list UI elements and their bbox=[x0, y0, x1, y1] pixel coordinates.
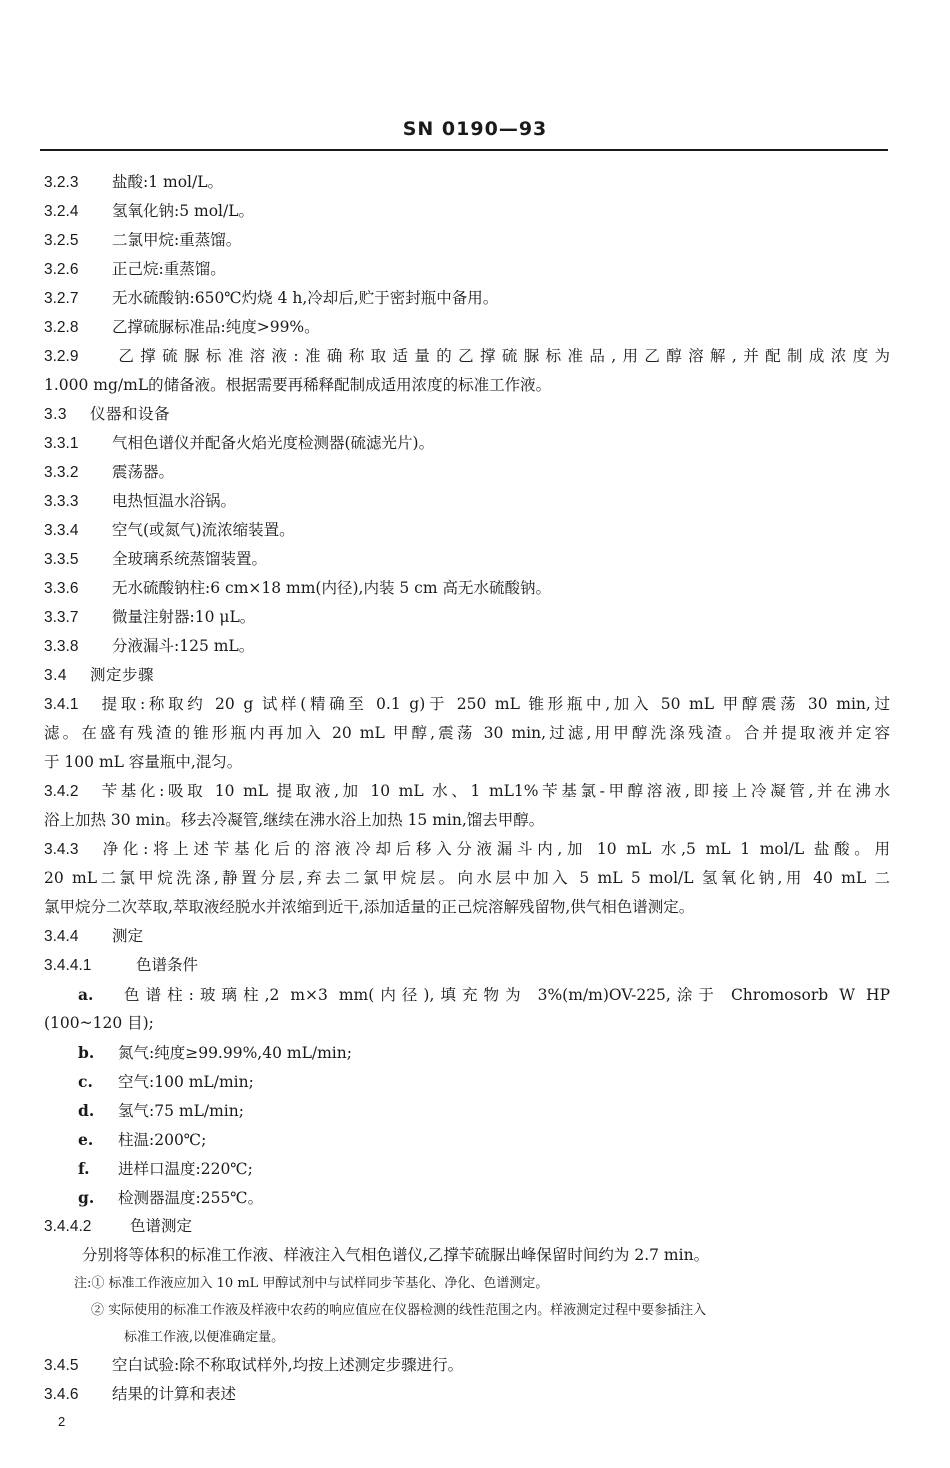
paragraph-line bbox=[44, 835, 890, 864]
condition-letter: e. bbox=[78, 1130, 94, 1149]
note-1: 注:① 标准工作液应加入 10 mL 甲醇试剂中与试样同步苄基化、净化、色谱测定。 bbox=[74, 1276, 549, 1291]
section-text: 空气(或氮气)流浓缩装置。 bbox=[112, 521, 295, 539]
section-3-3-3 bbox=[44, 487, 890, 516]
condition-text: 检测器温度:255℃。 bbox=[118, 1189, 264, 1207]
paragraph-line bbox=[44, 342, 890, 371]
condition-letter: g. bbox=[78, 1188, 95, 1207]
condition-e bbox=[44, 1125, 890, 1154]
section-number: 3.2.9 bbox=[44, 348, 79, 365]
section-3-4-2 bbox=[44, 777, 890, 835]
condition-text: 氮气:纯度≥99.99%,40 mL/min; bbox=[118, 1044, 352, 1062]
section-3-4-5 bbox=[44, 1351, 890, 1380]
section-number: 3.2.5 bbox=[44, 232, 79, 249]
section-heading: 测定 bbox=[112, 927, 144, 945]
condition-letter: a. bbox=[78, 985, 94, 1004]
note-2-line-1: ② 实际使用的标准工作液及样液中农药的响应值应在仪器检测的线性范围之内。样液测定过程中要参插注入 bbox=[91, 1303, 707, 1318]
section-3-4-4 bbox=[44, 922, 890, 951]
section-3-3-heading bbox=[44, 400, 890, 429]
paragraph-line: 氯甲烷分二次萃取,萃取液经脱水并浓缩到近干,添加适量的正己烷溶解残留物,供气相色谱测定。 bbox=[44, 898, 695, 916]
section-number: 3.2.7 bbox=[44, 290, 79, 307]
header-rule bbox=[40, 149, 888, 151]
section-text: 乙撑硫脲标准品:纯度>99%。 bbox=[112, 318, 320, 336]
section-number: 3.4.6 bbox=[44, 1386, 79, 1403]
section-3-2-7 bbox=[44, 284, 890, 313]
section-heading: 测定步骤 bbox=[90, 666, 155, 684]
section-text: 正己烷:重蒸馏。 bbox=[112, 260, 226, 278]
section-3-3-8 bbox=[44, 632, 890, 661]
condition-letter: c. bbox=[78, 1072, 93, 1091]
section-number: 3.3.2 bbox=[44, 464, 79, 481]
section-number: 3.2.6 bbox=[44, 261, 79, 278]
condition-line: (100~120 目); bbox=[44, 1014, 154, 1032]
section-number: 3.3.1 bbox=[44, 435, 79, 452]
section-text: 微量注射器:10 μL。 bbox=[112, 608, 256, 626]
section-number: 3.4.2 bbox=[44, 783, 79, 800]
condition-text: 进样口温度:220℃; bbox=[118, 1160, 253, 1178]
condition-b bbox=[44, 1038, 890, 1067]
section-number: 3.4.4.1 bbox=[44, 957, 92, 974]
paragraph-text: 苄基化:吸取 10 mL 提取液,加 10 mL 水、1 mL1%苄基氯-甲醇溶液,即接上冷凝管,并在沸水 bbox=[98, 782, 890, 800]
paragraph-line: 于 100 mL 容量瓶中,混匀。 bbox=[44, 753, 243, 771]
section-number: 3.2.8 bbox=[44, 319, 79, 336]
section-heading: 结果的计算和表述 bbox=[112, 1385, 237, 1403]
section-3-2-6 bbox=[44, 255, 890, 284]
section-3-4-3 bbox=[44, 835, 890, 922]
section-number: 3.4.4 bbox=[44, 928, 79, 945]
condition-a bbox=[44, 980, 890, 1038]
paragraph-line: 浴上加热 30 min。移去冷凝管,继续在沸水浴上加热 15 min,馏去甲醇。 bbox=[44, 811, 545, 829]
note-2-line-2: 标准工作液,以便准确定量。 bbox=[124, 1330, 285, 1345]
section-text: 氢氧化钠:5 mol/L。 bbox=[112, 202, 255, 220]
section-number: 3.2.4 bbox=[44, 203, 79, 220]
paragraph-text: 净化:将上述苄基化后的溶液冷却后移入分液漏斗内,加 10 mL 水,5 mL 1 mol/L 盐酸。用 bbox=[98, 840, 890, 858]
section-text: 空白试验:除不称取试样外,均按上述测定步骤进行。 bbox=[112, 1356, 464, 1374]
condition-c bbox=[44, 1067, 890, 1096]
section-3-3-7 bbox=[44, 603, 890, 632]
paragraph-line: 滤。在盛有残渣的锥形瓶内再加入 20 mL 甲醇,震荡 30 min,过滤,用甲醇洗涤残渣。合并提取液并定容 bbox=[44, 724, 890, 742]
section-3-2-9 bbox=[44, 342, 890, 400]
section-3-2-5 bbox=[44, 226, 890, 255]
section-text: 全玻璃系统蒸馏装置。 bbox=[112, 550, 268, 568]
section-number: 3.4.5 bbox=[44, 1357, 79, 1374]
section-number: 3.4 bbox=[44, 667, 68, 684]
section-text: 电热恒温水浴锅。 bbox=[112, 492, 237, 510]
section-number: 3.3.5 bbox=[44, 551, 79, 568]
section-number: 3.4.4.2 bbox=[44, 1218, 92, 1235]
section-heading: 仪器和设备 bbox=[90, 405, 171, 423]
paragraph-line bbox=[44, 777, 890, 806]
section-number: 3.2.3 bbox=[44, 174, 79, 191]
section-number: 3.3.3 bbox=[44, 493, 79, 510]
section-3-4-heading bbox=[44, 661, 890, 690]
paragraph-text: 乙撑硫脲标准溶液:准确称取适量的乙撑硫脲标准品,用乙醇溶解,并配制成浓度为 bbox=[112, 347, 890, 365]
condition-letter: f. bbox=[78, 1159, 90, 1178]
section-3-3-2 bbox=[44, 458, 890, 487]
condition-d bbox=[44, 1096, 890, 1125]
paragraph-text: 提取:称取约 20 g 试样(精确至 0.1 g)于 250 mL 锥形瓶中,加入 50 mL 甲醇震荡 30 min,过 bbox=[98, 695, 890, 713]
section-text: 气相色谱仪并配备火焰光度检测器(硫滤光片)。 bbox=[112, 434, 435, 452]
condition-letter: d. bbox=[78, 1101, 95, 1120]
section-3-2-4 bbox=[44, 197, 890, 226]
section-number: 3.3.4 bbox=[44, 522, 79, 539]
paragraph-line: 20 mL二氯甲烷洗涤,静置分层,弃去二氯甲烷层。向水层中加入 5 mL 5 mol/L 氢氧化钠,用 40 mL 二 bbox=[44, 869, 890, 887]
section-3-2-3 bbox=[44, 168, 890, 197]
section-3-3-6 bbox=[44, 574, 890, 603]
section-3-3-4 bbox=[44, 516, 890, 545]
section-number: 3.3.6 bbox=[44, 580, 79, 597]
condition-text: 色谱柱:玻璃柱,2 m×3 mm(内径),填充物为 3%(m/m)OV-225,涂于 Chromosorb W HP bbox=[118, 986, 890, 1004]
section-text: 无水硫酸钠柱:6 cm×18 mm(内径),内装 5 cm 高无水硫酸钠。 bbox=[112, 579, 551, 597]
section-heading: 色谱测定 bbox=[130, 1217, 193, 1235]
chromatography-paragraph: 分别将等体积的标准工作液、样液注入气相色谱仪,乙撑苄硫脲出峰保留时间约为 2.7 min。 bbox=[82, 1246, 710, 1264]
condition-text: 空气:100 mL/min; bbox=[118, 1073, 254, 1091]
section-3-4-1 bbox=[44, 690, 890, 777]
section-text: 二氯甲烷:重蒸馏。 bbox=[112, 231, 242, 249]
section-3-3-1 bbox=[44, 429, 890, 458]
page-number: 2 bbox=[58, 1414, 66, 1429]
section-number: 3.4.3 bbox=[44, 841, 79, 858]
section-text: 盐酸:1 mol/L。 bbox=[112, 173, 224, 191]
section-3-4-4-2 bbox=[44, 1212, 890, 1241]
standard-number-header: SN 0190—93 bbox=[402, 118, 548, 140]
condition-line bbox=[44, 980, 890, 1009]
section-number: 3.3.7 bbox=[44, 609, 79, 626]
condition-f bbox=[44, 1154, 890, 1183]
condition-g bbox=[44, 1183, 890, 1212]
section-3-4-4-1 bbox=[44, 951, 890, 980]
document-body bbox=[44, 168, 890, 1409]
section-number: 3.4.1 bbox=[44, 696, 79, 713]
condition-text: 氢气:75 mL/min; bbox=[118, 1102, 244, 1120]
section-heading: 色谱条件 bbox=[136, 956, 199, 974]
section-number: 3.3.8 bbox=[44, 638, 79, 655]
section-text: 震荡器。 bbox=[112, 463, 175, 481]
condition-text: 柱温:200℃; bbox=[118, 1131, 207, 1149]
paragraph-line bbox=[44, 690, 890, 719]
paragraph-line: 1.000 mg/mL的储备液。根据需要再稀释配制成适用浓度的标准工作液。 bbox=[44, 376, 552, 394]
section-text: 无水硫酸钠:650℃灼烧 4 h,冷却后,贮于密封瓶中备用。 bbox=[112, 289, 499, 307]
section-text: 分液漏斗:125 mL。 bbox=[112, 637, 255, 655]
condition-letter: b. bbox=[78, 1043, 95, 1062]
section-3-3-5 bbox=[44, 545, 890, 574]
section-number: 3.3 bbox=[44, 406, 68, 423]
section-3-4-6 bbox=[44, 1380, 890, 1409]
section-3-2-8 bbox=[44, 313, 890, 342]
